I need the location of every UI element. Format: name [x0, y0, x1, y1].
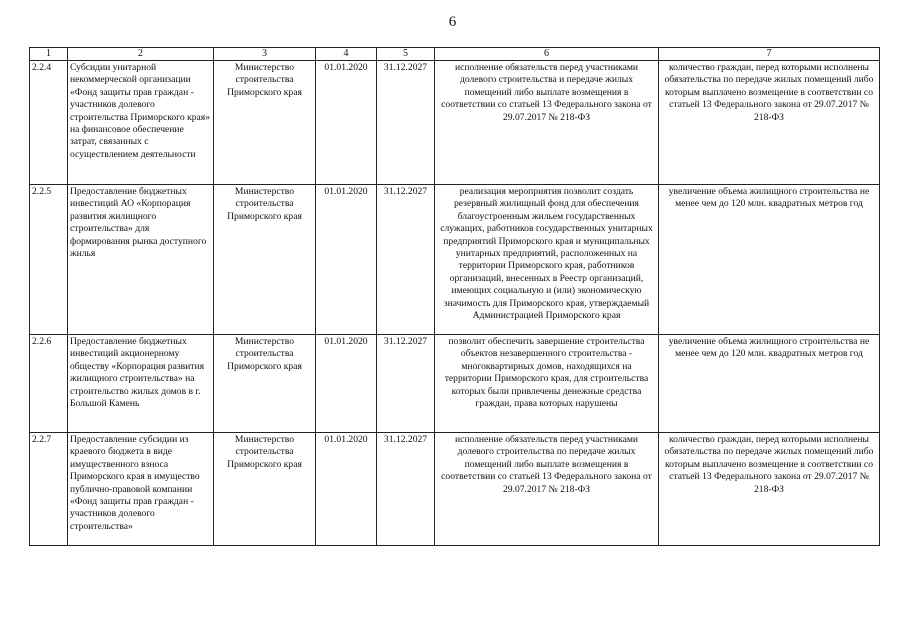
indicator: увеличение объема жилищного строительства не менее чем до 120 млн. квадратных метров год	[659, 185, 880, 335]
executor: Министерство строительства Приморского края	[214, 433, 316, 546]
measure-name: Предоставление бюджетных инвестиций акционерному обществу «Корпорация развития жилищного строительства» на строительство жилых домов в г. Большой Камень	[68, 335, 214, 433]
expected-result: исполнение обязательств перед участниками долевого строительства по передаче жилых помещений либо выплате возмещения в соответствии со статьей 13 Федерального закона от 29.07.2017 № 218-ФЗ	[435, 433, 659, 546]
start-date: 01.01.2020	[316, 185, 377, 335]
table-row	[30, 433, 880, 546]
page-number: 6	[448, 14, 457, 30]
start-date: 01.01.2020	[316, 61, 377, 185]
table-row	[30, 335, 880, 433]
end-date: 31.12.2027	[377, 335, 435, 433]
indicator: увеличение объема жилищного строительства не менее чем до 120 млн. квадратных метров год	[659, 335, 880, 433]
expected-result: исполнение обязательств перед участниками долевого строительства и передаче жилых помещений либо выплате возмещения в соответствии со статьей 13 Федерального закона от 29.07.2017 № 218-ФЗ	[435, 61, 659, 185]
start-date: 01.01.2020	[316, 335, 377, 433]
measure-name: Субсидии унитарной некоммерческой организации «Фонд защиты прав граждан - участников долевого строительства Приморского края» на финансовое обеспечение затрат, связанных с осуществлением деятельности	[68, 61, 214, 185]
measure-name: Предоставление бюджетных инвестиций АО «Корпорация развития жилищного строительства» для формирования рынка доступного жилья	[68, 185, 214, 335]
executor: Министерство строительства Приморского края	[214, 61, 316, 185]
indicator: количество граждан, перед которыми исполнены обязательства по передаче жилых помещений либо которым выплачено возмещение в соответствии со статьей 13 Федерального закона от 29.07.2017 № 218-ФЗ	[659, 61, 880, 185]
row-number: 2.2.5	[30, 185, 68, 335]
end-date: 31.12.2027	[377, 433, 435, 546]
header-col-3: 3	[214, 48, 316, 61]
header-col-5: 5	[377, 48, 435, 61]
header-col-2: 2	[68, 48, 214, 61]
program-table	[29, 47, 880, 546]
executor: Министерство строительства Приморского края	[214, 185, 316, 335]
row-number: 2.2.4	[30, 61, 68, 185]
start-date: 01.01.2020	[316, 433, 377, 546]
end-date: 31.12.2027	[377, 185, 435, 335]
header-col-4: 4	[316, 48, 377, 61]
row-number: 2.2.6	[30, 335, 68, 433]
header-row	[30, 48, 880, 61]
row-number: 2.2.7	[30, 433, 68, 546]
table-row	[30, 61, 880, 185]
header-col-1: 1	[30, 48, 68, 61]
header-col-7: 7	[659, 48, 880, 61]
indicator: количество граждан, перед которыми исполнены обязательства по передаче жилых помещений либо которым выплачено возмещение в соответствии со статьей 13 Федерального закона от 29.07.2017 № 218-ФЗ	[659, 433, 880, 546]
executor: Министерство строительства Приморского края	[214, 335, 316, 433]
measure-name: Предоставление субсидии из краевого бюджета в виде имущественного взноса Приморского края в имущество публично-правовой компании «Фонд защиты прав граждан - участников долевого строительства»	[68, 433, 214, 546]
expected-result: реализация мероприятия позволит создать резервный жилищный фонд для обеспечения благоустроенным жильем государственных служащих, работников государственных унитарных предприятий Приморского края и муниципальных унитарных предприятий, расположенных на территории Приморского края, работников организаций, внесенных в Реестр организаций, имеющих социальную и (или) экономическую значимость для Приморского края, утверждаемый Администрацией Приморского края	[435, 185, 659, 335]
table-row	[30, 185, 880, 335]
end-date: 31.12.2027	[377, 61, 435, 185]
expected-result: позволит обеспечить завершение строительства объектов незавершенного строительства - многоквартирных домов, находящихся на территории Приморского края, для строительства которых были привлечены денежные средства граждан, права которых нарушены	[435, 335, 659, 433]
header-col-6: 6	[435, 48, 659, 61]
